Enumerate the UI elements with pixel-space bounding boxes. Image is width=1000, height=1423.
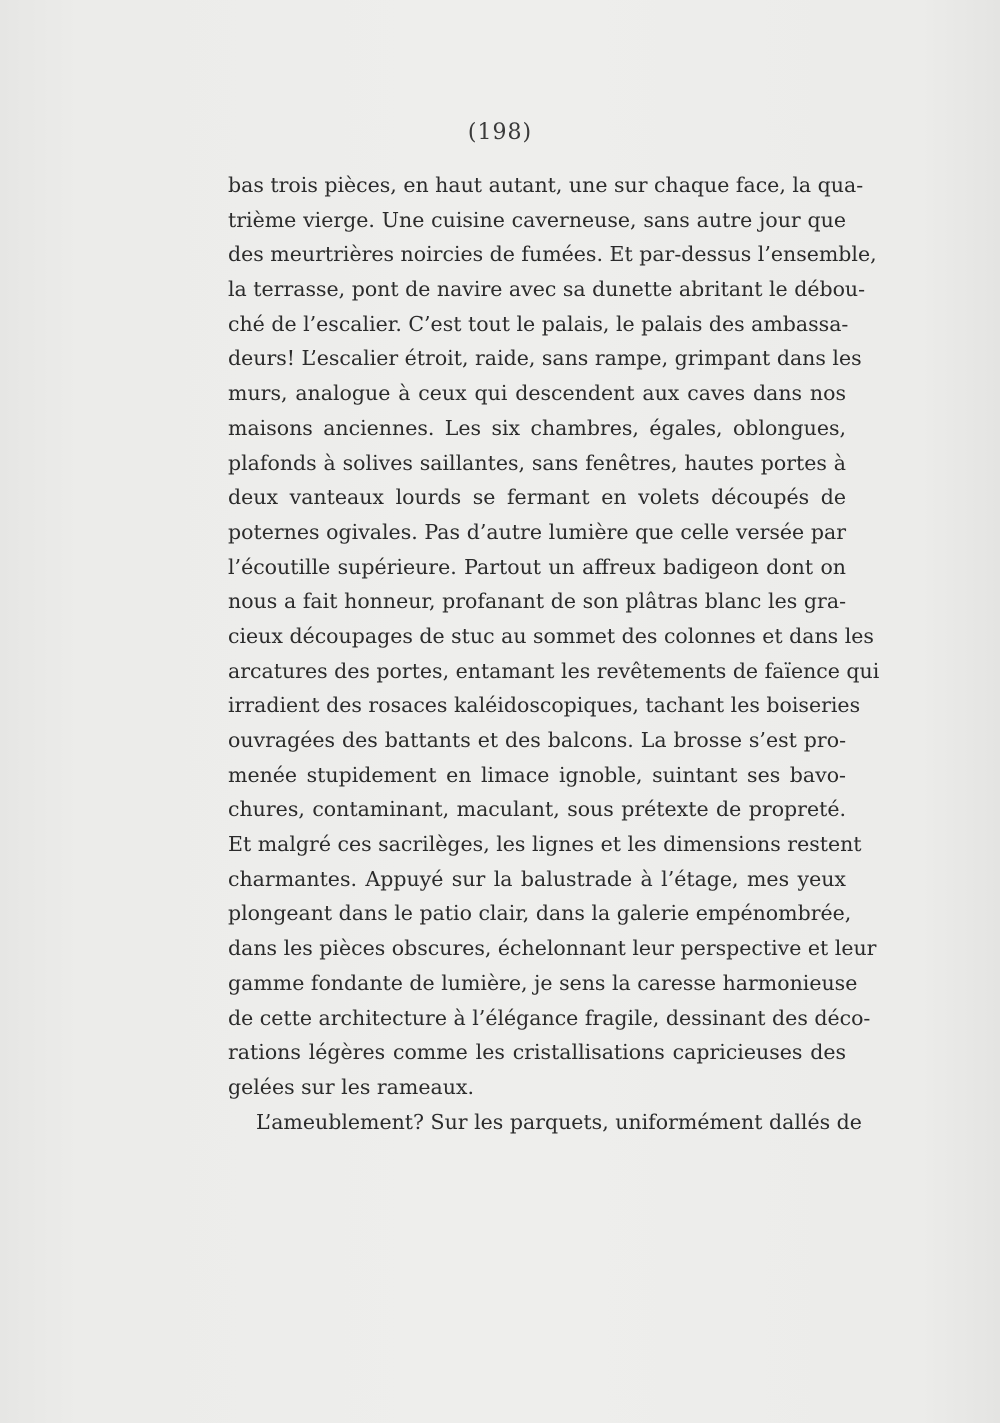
text-line: nous a fait honneur, profanant de son plâtras blanc les gra- <box>228 589 846 614</box>
text-line: ouvragées des battants et des balcons. La brosse s’est pro- <box>228 728 846 752</box>
text-line: ché de l’escalier. C’est tout le palais, le palais des ambassa- <box>228 311 849 336</box>
text-line: des meurtrières noircies de fumées. Et par-dessus l’ensemble, <box>228 242 877 267</box>
text-line: plongeant dans le patio clair, dans la galerie empénombrée, <box>228 901 852 926</box>
text-line: deux vanteaux lourds se fermant en volets découpés de <box>228 485 846 510</box>
text-line: trième vierge. Une cuisine caverneuse, sans autre jour que <box>228 207 846 232</box>
text-line: dans les pièces obscures, échelonnant leur perspective et leur <box>228 936 877 961</box>
text-line: arcatures des portes, entamant les revêtements de faïence qui <box>228 658 880 683</box>
text-line: la terrasse, pont de navire avec sa dunette abritant le débou- <box>228 277 866 302</box>
text-line: rations légères comme les cristallisations capricieuses des <box>228 1040 846 1065</box>
text-line: bas trois pièces, en haut autant, une sur chaque face, la qua- <box>228 173 864 197</box>
text-line: poternes ogivales. Pas d’autre lumière que celle versée par <box>228 519 846 544</box>
text-line: gelées sur les rameaux. <box>228 1074 474 1099</box>
text-line: cieux découpages de stuc au sommet des colonnes et dans les <box>228 623 874 648</box>
text-line: deurs! L’escalier étroit, raide, sans rampe, grimpant dans les <box>228 346 862 371</box>
text-line: menée stupidement en limace ignoble, suintant ses bavo- <box>228 762 846 787</box>
text-line: charmantes. Appuyé sur la balustrade à l’étage, mes yeux <box>228 866 846 891</box>
body-text <box>228 168 880 1139</box>
text-line: maisons anciennes. Les six chambres, égales, oblongues, <box>228 415 846 440</box>
text-line: plafonds à solives saillantes, sans fenêtres, hautes portes à <box>228 450 846 475</box>
text-line: Et malgré ces sacrilèges, les lignes et les dimensions restent <box>228 832 862 857</box>
text-line: l’écoutille supérieure. Partout un affreux badigeon dont on <box>228 554 846 579</box>
text-line: chures, contaminant, maculant, sous prétexte de propreté. <box>228 797 846 822</box>
page-number: (198) <box>467 120 533 145</box>
text-line: irradient des rosaces kaléidoscopiques, tachant les boiseries <box>228 693 861 718</box>
text-line: murs, analogue à ceux qui descendent aux caves dans nos <box>228 381 846 406</box>
text-line: L’ameublement? Sur les parquets, uniformément dallés de <box>256 1109 862 1134</box>
text-line: de cette architecture à l’élégance fragile, dessinant des déco- <box>228 1005 871 1030</box>
text-line: gamme fondante de lumière, je sens la caresse harmonieuse <box>228 970 858 995</box>
